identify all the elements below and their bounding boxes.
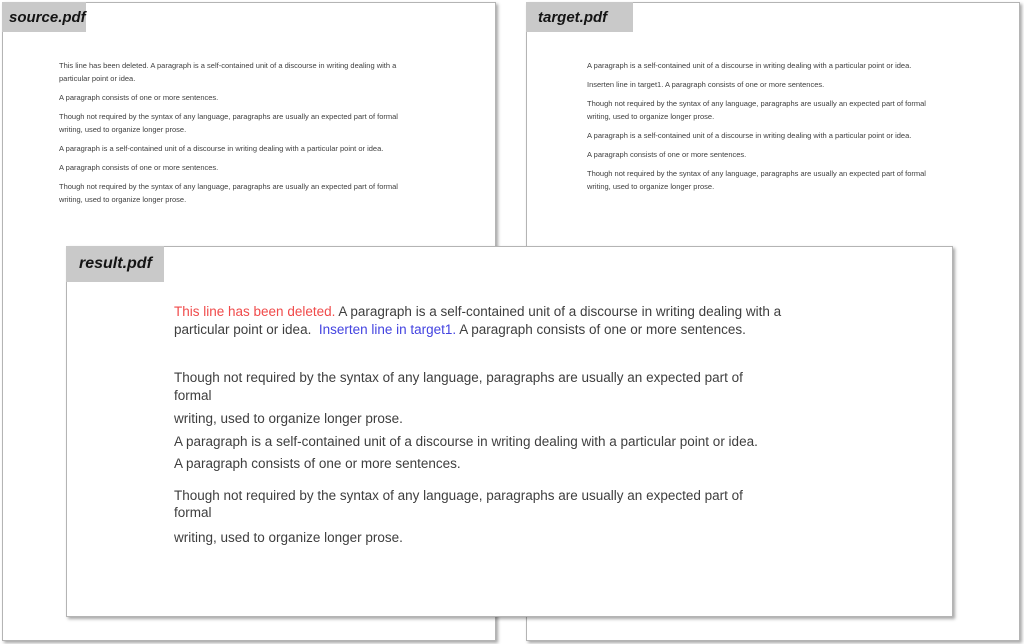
text-line <box>174 433 952 451</box>
body-text: formal <box>174 505 212 520</box>
inserted-text: Inserten line in target1. <box>318 322 457 337</box>
paragraph <box>174 303 952 339</box>
text-line <box>174 529 952 547</box>
paragraph <box>174 410 952 428</box>
paragraph <box>587 78 1019 91</box>
text-line <box>587 110 1019 123</box>
text-line <box>587 78 1019 91</box>
body-text: A paragraph consists of one or more sentences. <box>59 93 219 102</box>
paragraph <box>59 110 495 136</box>
paragraph <box>174 369 952 404</box>
paragraph <box>587 59 1019 72</box>
body-text: A paragraph consists of one or more sentences. <box>456 322 746 337</box>
body-text: particular point or idea. <box>59 74 136 83</box>
body-text: A paragraph is a self-contained unit of a discourse in writing dealing with a <box>335 304 782 319</box>
paragraph <box>59 161 495 174</box>
text-line <box>174 387 952 405</box>
body-text: A paragraph consists of one or more sentences. <box>174 456 461 471</box>
body-text: writing, used to organize longer prose. <box>59 125 187 134</box>
body-text: A paragraph is a self-contained unit of a discourse in writing dealing with a particular point or idea. <box>59 144 384 153</box>
text-line <box>587 97 1019 110</box>
body-text: writing, used to organize longer prose. <box>587 112 715 121</box>
body-text: This line has been deleted. A paragraph is a self-contained unit of a discourse in writing dealing with a <box>59 61 397 70</box>
paragraph <box>587 129 1019 142</box>
source-pdf-label: source.pdf <box>2 2 86 32</box>
text-line <box>59 161 495 174</box>
body-text: Though not required by the syntax of any language, paragraphs are usually an expected part of <box>174 370 743 385</box>
text-line <box>59 91 495 104</box>
text-line <box>587 129 1019 142</box>
body-text: particular point or idea. <box>174 322 319 337</box>
text-line <box>174 303 952 321</box>
paragraph <box>587 97 1019 123</box>
body-text: writing, used to organize longer prose. <box>59 195 187 204</box>
text-line <box>587 167 1019 180</box>
paragraph <box>59 180 495 206</box>
paragraph <box>59 59 495 85</box>
text-line <box>587 59 1019 72</box>
body-text: formal <box>174 387 212 403</box>
result-pdf-label: result.pdf <box>66 246 164 282</box>
text-line <box>59 193 495 206</box>
body-text: Though not required by the syntax of any language, paragraphs are usually an expected part of formal <box>59 112 398 121</box>
paragraph <box>174 529 952 547</box>
text-line <box>174 455 952 473</box>
paragraph <box>174 487 952 522</box>
body-text: A paragraph consists of one or more sentences. <box>59 163 219 172</box>
body-text: A paragraph is a self-contained unit of a discourse in writing dealing with a particular point or idea. <box>587 61 912 70</box>
body-text: writing, used to organize longer prose. <box>587 182 715 191</box>
text-line <box>174 504 952 522</box>
paragraph <box>174 433 952 451</box>
body-text: Though not required by the syntax of any language, paragraphs are usually an expected part of <box>174 487 743 503</box>
text-line <box>174 369 952 387</box>
paragraph <box>587 167 1019 193</box>
result-pdf-panel <box>66 246 953 617</box>
source-pdf-body <box>3 3 495 206</box>
text-line <box>59 72 495 85</box>
paragraph <box>587 148 1019 161</box>
text-line <box>59 123 495 136</box>
body-text: Though not required by the syntax of any language, paragraphs are usually an expected part of formal <box>587 169 926 178</box>
text-line <box>587 148 1019 161</box>
body-text: Though not required by the syntax of any language, paragraphs are usually an expected part of formal <box>587 99 926 108</box>
text-line <box>174 410 952 428</box>
paragraph <box>59 91 495 104</box>
body-text: writing, used to organize longer prose. <box>174 411 403 426</box>
paragraph <box>59 142 495 155</box>
body-text: writing, used to organize longer prose. <box>174 529 403 545</box>
text-line <box>59 180 495 193</box>
deleted-text: This line has been deleted. <box>174 304 336 319</box>
body-text: A paragraph is a self-contained unit of a discourse in writing dealing with a particular point or idea. <box>174 433 758 449</box>
paragraph <box>174 455 952 473</box>
body-text: Inserten line in target1. A paragraph consists of one or more sentences. <box>587 80 825 89</box>
text-line <box>174 321 952 339</box>
body-text: Though not required by the syntax of any language, paragraphs are usually an expected part of formal <box>59 182 398 191</box>
body-text: A paragraph is a self-contained unit of a discourse in writing dealing with a particular point or idea. <box>587 131 912 140</box>
body-text: A paragraph consists of one or more sentences. <box>587 150 747 159</box>
text-line <box>59 59 495 72</box>
text-line <box>587 180 1019 193</box>
text-line <box>59 110 495 123</box>
text-line <box>174 487 952 505</box>
text-line <box>59 142 495 155</box>
target-pdf-label: target.pdf <box>526 2 633 32</box>
target-pdf-body <box>527 3 1019 193</box>
result-pdf-body <box>67 247 952 546</box>
